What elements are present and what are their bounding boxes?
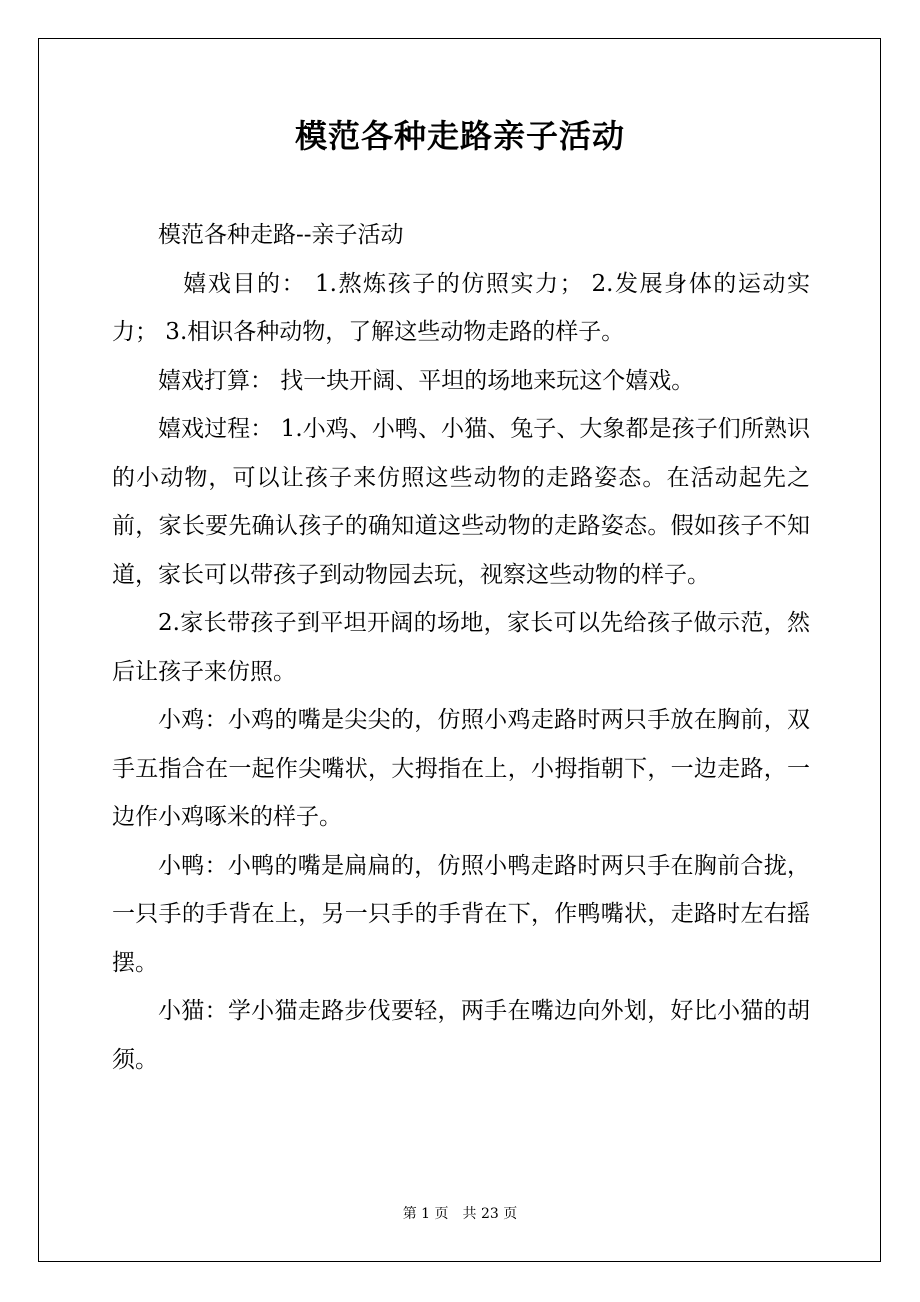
page-footer: 第 1 页 共 23 页 bbox=[402, 1206, 518, 1222]
chick-paragraph: 小鸡：小鸡的嘴是尖尖的，仿照小鸡走路时两只手放在胸前，双手五指合在一起作尖嘴状，大拇指在上，小拇指朝下，一边走路，一边作小鸡啄米的样子。 bbox=[112, 707, 810, 830]
subtitle-paragraph: 模范各种走路--亲子活动 bbox=[158, 222, 404, 248]
kitten-paragraph: 小猫：学小猫走路步伐要轻，两手在嘴边向外划，好比小猫的胡须。 bbox=[112, 998, 810, 1073]
document-body bbox=[112, 211, 810, 1084]
duckling-paragraph: 小鸭：小鸭的嘴是扁扁的，仿照小鸭走路时两只手在胸前合拢，一只手的手背在上，另一只手的手背在下，作鸭嘴状，走路时左右摇摆。 bbox=[112, 852, 810, 976]
document-title: 模范各种走路亲子活动 bbox=[294, 117, 625, 155]
game-purpose-paragraph: 嬉戏目的： 1.熬炼孩子的仿照实力； 2.发展身体的运动实力； 3.相识各种动物，了解这些动物走路的样子。 bbox=[112, 270, 810, 345]
game-process-paragraph: 嬉戏过程： 1.小鸡、小鸭、小猫、兔子、大象都是孩子们所熟识的小动物，可以让孩子来仿照这些动物的走路姿态。在活动起先之前，家长要先确认孩子的确知道这些动物的走路姿态。假如孩子不知道，家长可以带孩子到动物园去玩，视察这些动物的样子。 bbox=[112, 416, 810, 588]
demonstration-paragraph: 2.家长带孩子到平坦开阔的场地，家长可以先给孩子做示范，然后让孩子来仿照。 bbox=[112, 610, 810, 685]
game-preparation-paragraph: 嬉戏打算： 找一块开阔、平坦的场地来玩这个嬉戏。 bbox=[158, 367, 695, 394]
